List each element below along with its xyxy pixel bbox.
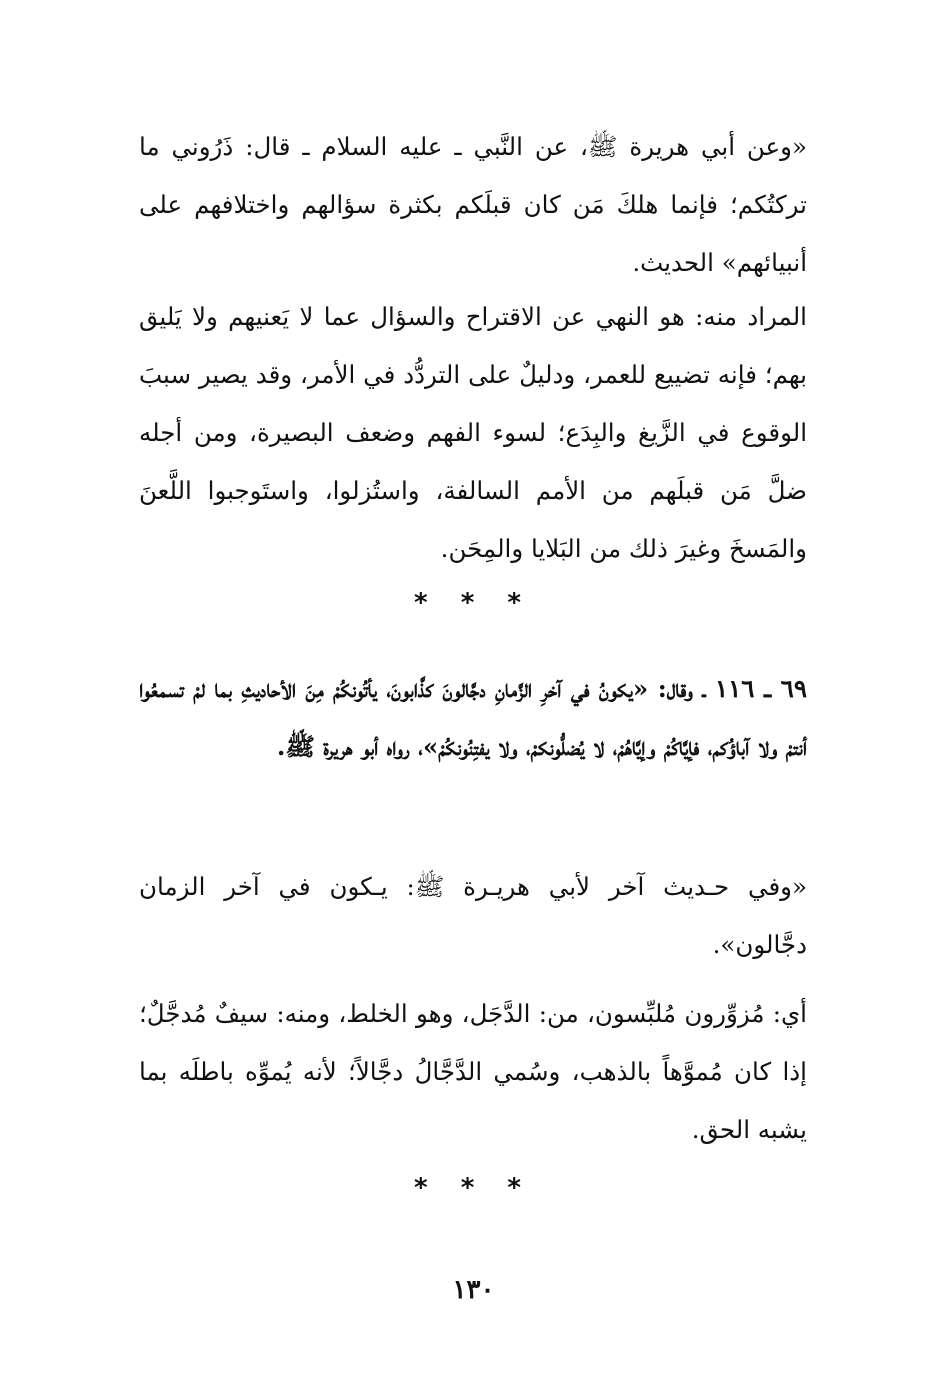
paragraph-hadith-intro: «وعن أبي هريرة ﷺ، عن النَّبي ـ عليه السلام ـ قال: ذَرُوني ما تركتُكم؛ فإنما هلكَ مَن كان قبلَكم بكثرة سؤالهم واختلافهم على أنبيائهم» الحديث.: [139, 132, 807, 277]
section-separator-end: * * *: [414, 1173, 533, 1203]
page-number: ١٣٠: [452, 1275, 495, 1305]
paragraph-hadith-69: ٦٩ ـ ١١٦ ـ وقال: «يكونُ في آخرِ الزَّمانِ دجَّالونَ كذَّابونَ، يأتُونكُمْ مِنَ الأحاديثِ بما لمْ تسمعُوا أنتمْ ولا آباؤُكم، فإيَّاكُمْ وإيَّاهُمْ، لا يُضلُّونكمْ، ولا يفتِنُونكُمْ»، رواه أبو هريرة ﷺ.: [139, 674, 807, 761]
paragraph-definition: أي: مُزوِّرون مُلبِّسون، من: الدَّجَل، وهو الخلط، ومنه: سيفٌ مُدجَّلٌ؛ إذا كان مُموَّهاً بالذهب، وسُمي الدَّجَّالُ دجَّالاً؛ لأنه يُموِّه باطلَه بما يشبه الحق.: [139, 999, 807, 1144]
section-separator: * * *: [414, 588, 533, 618]
paragraph-other-hadith: «وفي حـديث آخر لأبي هريـرة ﷺ: يـكون في آخر الزمان دجَّالون».: [139, 872, 807, 959]
paragraph-explanation: المراد منه: هو النهي عن الاقتراح والسؤال عما لا يَعنيهم ولا يَليق بهم؛ فإنه تضييع للعمر، ودليلٌ على التردُّد في الأمر، وقد يصير سببَ الوقوع في الزَّيغ والبِدَع؛ لسوء الفهم وضعف البصيرة، ومن أجله ضلَّ مَن قبلَهم من الأمم السالفة، واستُزلوا، واستَوجبوا اللَّعنَ والمَسخَ وغيرَ ذلك من البَلايا والمِحَن.: [139, 302, 807, 563]
